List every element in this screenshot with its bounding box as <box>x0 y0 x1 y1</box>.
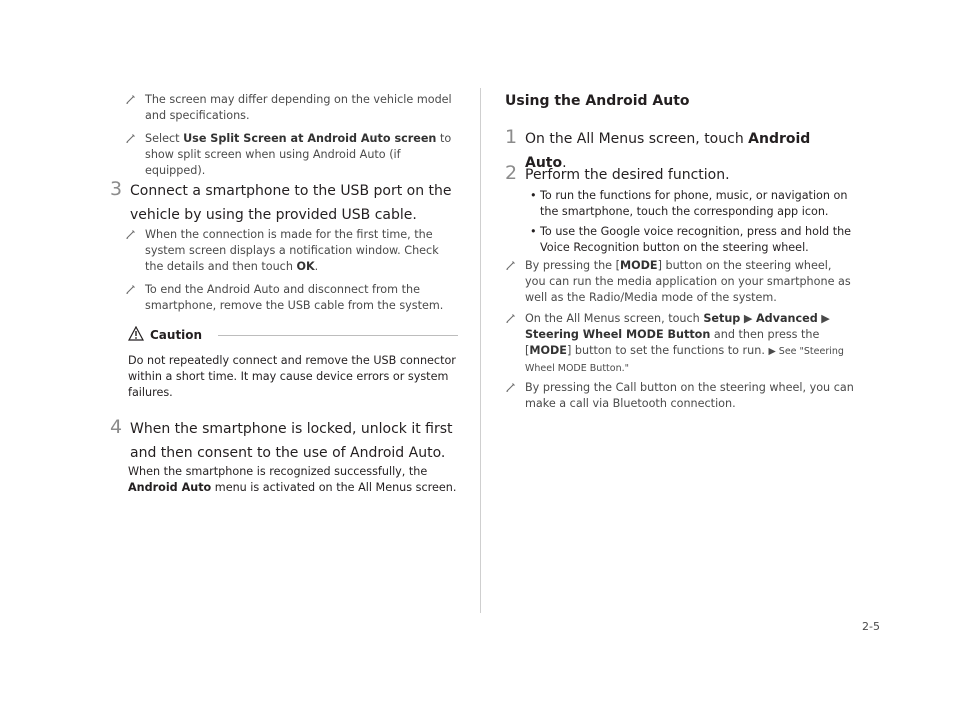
step-number: 4 <box>110 416 123 438</box>
pencil-note-icon <box>505 258 525 306</box>
pencil-note-icon <box>125 227 145 275</box>
step-text: On the All Menus screen, touch Android Auto. <box>525 131 811 171</box>
caution-text: Do not repeatedly connect and remove the USB connector within a short time. It may cause device errors or system failures. <box>128 354 456 399</box>
step-4-body: When the smartphone is recognized successfully, the Android Auto menu is activated on the All Menus screen. <box>128 465 457 494</box>
pencil-note-icon <box>505 311 525 377</box>
bullet-item <box>527 224 852 256</box>
bullet-text: To run the functions for phone, music, or navigation on the smartphone, touch the corresponding app icon. <box>540 189 848 218</box>
pencil-note-icon <box>125 92 145 124</box>
page-number: 2-5 <box>862 620 880 633</box>
caution-header <box>128 325 458 345</box>
step-text: When the smartphone is locked, unlock it first and then consent to the use of Android Auto. <box>130 421 453 461</box>
note-first-connection <box>125 227 457 275</box>
cross-reference-link: ▶ See "Steering Wheel MODE Button." <box>525 346 844 374</box>
bullet-dot: • <box>530 189 537 202</box>
caution-label: Caution <box>150 328 203 342</box>
warning-triangle-icon <box>128 326 144 345</box>
step-4 <box>110 416 462 465</box>
note-text: Select Use Split Screen at Android Auto screen to show split screen when using Android Auto (if equipped). <box>145 132 452 177</box>
step-text: Perform the desired function. <box>525 167 730 183</box>
note-screen-differ <box>125 92 455 124</box>
step-number: 3 <box>110 178 123 200</box>
note-mode-button <box>505 258 855 306</box>
note-steering-wheel-setup <box>505 311 855 377</box>
step-number: 1 <box>505 126 518 148</box>
note-end-android-auto <box>125 282 457 314</box>
pencil-note-icon <box>505 380 525 412</box>
note-text: By pressing the Call button on the steering wheel, you can make a call via Bluetooth connection. <box>525 381 854 410</box>
bullet-text: To use the Google voice recognition, press and hold the Voice Recognition button on the steering wheel. <box>540 225 852 254</box>
note-text: To end the Android Auto and disconnect from the smartphone, remove the USB cable from the system. <box>145 283 444 312</box>
step-number: 2 <box>505 162 518 184</box>
section-heading: Using the Android Auto <box>505 93 690 109</box>
pencil-note-icon <box>125 282 145 314</box>
note-text: By pressing the [MODE] button on the steering wheel, you can run the media application on your smartphone as well as the Radio/Media mode of the system. <box>525 259 851 304</box>
note-text: The screen may differ depending on the vehicle model and specifications. <box>145 93 452 122</box>
bullet-item <box>527 188 852 220</box>
caution-rule <box>218 335 458 336</box>
note-split-screen <box>125 131 455 179</box>
step-text: Connect a smartphone to the USB port on the vehicle by using the provided USB cable. <box>130 183 452 223</box>
pencil-note-icon <box>125 131 145 179</box>
note-text: On the All Menus screen, touch Setup ▶ Advanced ▶ Steering Wheel MODE Button and then press the [MODE] button to set the functions to run. ▶ See "Steering Wheel MODE Button." <box>525 312 844 374</box>
note-call-button <box>505 380 855 412</box>
note-text: When the connection is made for the first time, the system screen displays a notification window. Check the details and then touch OK. <box>145 228 439 273</box>
bullet-dot: • <box>530 225 537 238</box>
column-divider <box>480 88 481 613</box>
step-2 <box>505 162 855 187</box>
step-3 <box>110 178 460 227</box>
